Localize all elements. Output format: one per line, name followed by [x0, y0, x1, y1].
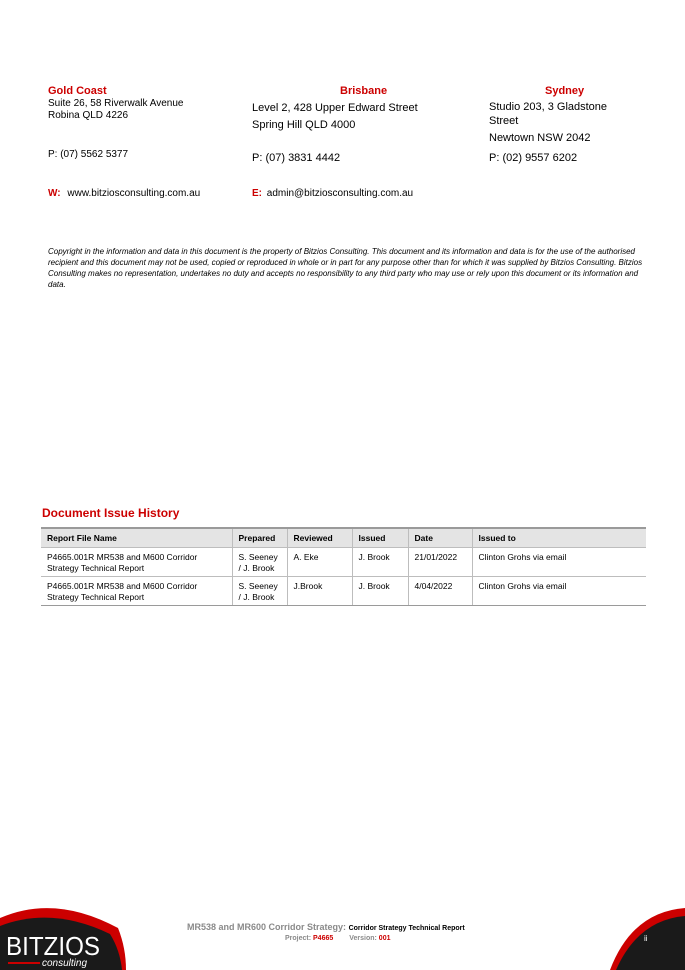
- email-line: [252, 188, 413, 199]
- cell-reviewed: A. Eke: [287, 548, 352, 577]
- footer-title-main: MR538 and MR600 Corridor Strategy:: [187, 922, 347, 932]
- cell-issued: J. Brook: [352, 548, 408, 577]
- file-name-line1: P4665.001R MR538 and M600 Corridor: [47, 552, 198, 562]
- cell-reviewed: J.Brook: [287, 577, 352, 606]
- header-issued: Issued: [352, 528, 408, 548]
- version-label: Version:: [349, 935, 377, 942]
- sydney-address-line3: Newtown NSW 2042: [489, 132, 591, 144]
- cell-prepared: [232, 577, 287, 606]
- office-sydney-name: Sydney: [545, 85, 585, 97]
- footer-subtitle: Corridor Strategy Technical Report: [348, 925, 465, 932]
- sydney-address-line2: Street: [489, 115, 519, 127]
- header-issued-to: Issued to: [472, 528, 646, 548]
- history-title: Document Issue History: [42, 506, 180, 520]
- file-name-line1: P4665.001R MR538 and M600 Corridor: [47, 581, 198, 591]
- brisbane-address-line1: Level 2, 428 Upper Edward Street: [252, 102, 418, 114]
- file-name-line2: Strategy Technical Report: [47, 563, 145, 573]
- project-value: P4665: [313, 935, 334, 942]
- cell-issued-to: Clinton Grohs via email: [472, 548, 646, 577]
- footer-title: [187, 922, 465, 932]
- gold-coast-address-line1: Suite 26, 58 Riverwalk Avenue: [48, 98, 184, 109]
- website-label: W:: [48, 188, 61, 199]
- website-line: [48, 188, 200, 199]
- logo-sub: consulting: [42, 958, 88, 969]
- cell-issued-to: Clinton Grohs via email: [472, 577, 646, 606]
- email-link[interactable]: admin@bitziosconsulting.com.au: [266, 188, 414, 199]
- logo-wordmark: BITZIOS: [6, 931, 100, 961]
- table-header-row: [41, 528, 646, 548]
- cell-file-name: [41, 577, 232, 606]
- prepared-line1: S. Seeney: [238, 581, 278, 591]
- office-gold-coast-name: Gold Coast: [48, 85, 107, 97]
- cell-date: 4/04/2022: [408, 577, 472, 606]
- gold-coast-address-line2: Robina QLD 4226: [48, 110, 129, 121]
- office-brisbane-phone: P: (07) 3831 4442: [252, 152, 341, 164]
- cell-date: 21/01/2022: [408, 548, 472, 577]
- header-report-file-name: Report File Name: [41, 528, 232, 548]
- website-link[interactable]: www.bitziosconsulting.com.au: [67, 188, 201, 199]
- office-brisbane-address: [252, 100, 418, 134]
- header-date: Date: [408, 528, 472, 548]
- version-value: 001: [378, 935, 391, 942]
- prepared-line2: / J. Brook: [238, 563, 275, 573]
- prepared-line1: S. Seeney: [238, 552, 278, 562]
- sydney-address-line1: Studio 203, 3 Gladstone: [489, 101, 608, 113]
- cell-prepared: [232, 548, 287, 577]
- footer-project-info: [285, 935, 390, 942]
- table-row: [41, 577, 646, 606]
- office-gold-coast-phone: P: (07) 5562 5377: [48, 149, 129, 160]
- page-number: ii: [644, 934, 648, 943]
- cell-issued: J. Brook: [352, 577, 408, 606]
- cell-file-name: [41, 548, 232, 577]
- office-brisbane-name: Brisbane: [340, 85, 388, 97]
- project-label: Project:: [285, 935, 312, 942]
- office-sydney-phone: P: (02) 9557 6202: [489, 152, 578, 164]
- issue-history-table: [41, 527, 646, 606]
- header-reviewed: Reviewed: [287, 528, 352, 548]
- office-sydney-address: [489, 100, 607, 145]
- office-gold-coast-address: [48, 98, 183, 122]
- prepared-line2: / J. Brook: [238, 592, 275, 602]
- bitzios-logo: [0, 900, 130, 970]
- header-prepared: Prepared: [232, 528, 287, 548]
- brisbane-address-line2: Spring Hill QLD 4000: [252, 119, 356, 131]
- copyright-notice: Copyright in the information and data in this document is the property of Bitzios Consulting. This document and its information and data is for the use of the authorised recipient and this document may not be used, copied or reproduced in whole or in part for any purpose other than for which it was supplied by Bitzios Consulting. Bitzios Consulting makes no representation, undertakes no duty and accepts no responsibility to any third party who may use or rely upon this document or its information and data.: [48, 247, 643, 289]
- email-label: E:: [252, 188, 262, 199]
- table-row: [41, 548, 646, 577]
- file-name-line2: Strategy Technical Report: [47, 592, 145, 602]
